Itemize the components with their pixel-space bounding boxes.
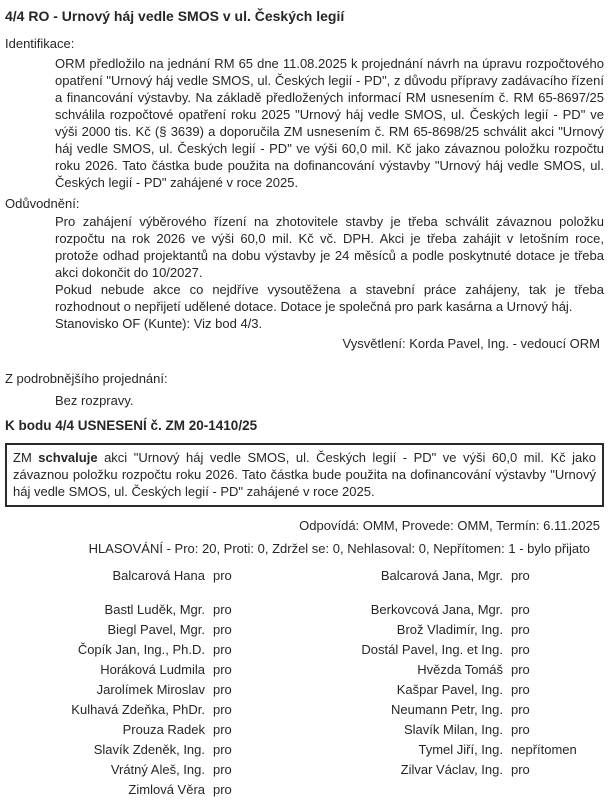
voter-name: Berkovcová Jana, Mgr.	[370, 602, 503, 617]
section-label-oduvodneni: Odůvodnění:	[5, 196, 80, 211]
voter-vote	[503, 780, 606, 800]
resolution-box	[5, 443, 604, 507]
voter-vote: pro	[511, 682, 530, 697]
voter-name: Jarolímek Miroslav	[96, 682, 205, 697]
voter-vote: pro	[213, 782, 232, 797]
voter-vote: pro	[213, 702, 232, 717]
voter-vote: pro	[213, 722, 232, 737]
voter-name: Čopík Jan, Ing., Ph.D.	[77, 642, 205, 657]
voting-table	[5, 566, 606, 800]
voting-summary: HLASOVÁNÍ - Pro: 20, Proti: 0, Zdržel se: 0, Nehlasoval: 0, Nepřítomen: 1 - bylo přijato	[88, 541, 590, 556]
voter-name: Kašpar Pavel, Ing.	[396, 682, 503, 697]
voter-name: Tymel Jiří, Ing.	[418, 742, 503, 757]
voter-name: Vrátný Aleš, Ing.	[110, 762, 205, 777]
voter-vote: nepřítomen	[511, 742, 577, 757]
voter-name: Prouza Radek	[122, 722, 205, 737]
responsibility-line: Odpovídá: OMM, Provede: OMM, Termín: 6.11.2025	[299, 518, 600, 533]
voter-vote: pro	[511, 602, 530, 617]
voter-vote: pro	[511, 568, 530, 583]
voter-name: Slavík Milan, Ing.	[404, 722, 503, 737]
voter-vote: pro	[213, 622, 232, 637]
identification-paragraph: ORM předložilo na jednání RM 65 dne 11.08.2025 k projednání návrh na úpravu rozpočtového opatření "Urnový háj vedle SMOS, ul. Českých legií - PD", z důvodu přípravy zadávacího řízení a financování výstavby. Na základě předložených informací RM usnesením č. RM 65-8697/25 schválila rozpočtové opatření roku 2025 "Urnový háj vedle SMOS, ul. Českých legií - PD" ve výši 2000 tis. Kč (§ 3639) a doporučila ZM usnesením č. RM 65-8698/25 schválit akci "Urnový háj vedle SMOS, ul. Českých legií - PD" ve výši 60,0 mil. Kč jako závaznou položku rozpočtu roku 2026. Tato částka bude použita na dofinancování výstavby "Urnový háj vedle SMOS, ul. Českých legií - PD" zahájené v roce 2025.	[55, 56, 604, 190]
voter-vote: pro	[213, 568, 232, 583]
voter-vote: pro	[511, 722, 530, 737]
resolution-heading: K bodu 4/4 USNESENÍ č. ZM 20-1410/25	[5, 418, 258, 433]
voter-name: Kulhavá Zdeňka, PhDr.	[71, 702, 205, 717]
voter-name: Zilvar Václav, Ing.	[400, 762, 503, 777]
voter-name: Zimlová Věra	[128, 782, 205, 797]
voter-name: Bastl Luděk, Mgr.	[104, 602, 205, 617]
justification-block	[55, 213, 604, 332]
voter-name: Neumann Petr, Ing.	[390, 702, 503, 717]
voter-vote: pro	[213, 602, 232, 617]
justification-paragraph-2: Pokud nebude akce co nejdříve vysoutěžena a stavební práce zahájeny, tak je třeba rozhodnout o nepřijetí udělené dotace. Dotace je společná pro park kasárna a Urnový háj.	[55, 282, 604, 314]
voter-vote: pro	[511, 662, 530, 677]
voter-vote: pro	[213, 742, 232, 757]
section-label-projednani: Z podrobnějšího projednání:	[5, 371, 168, 386]
resolution-verb: schvaluje	[38, 450, 98, 465]
voter-vote: pro	[511, 762, 530, 777]
voter-name: Hvězda Tomáš	[417, 662, 503, 677]
voter-name: Horáková Ludmila	[100, 662, 205, 677]
discussion-text: Bez rozpravy.	[55, 393, 134, 408]
voter-vote: pro	[511, 702, 530, 717]
voter-name: Dostál Pavel, Ing. et Ing.	[361, 642, 503, 657]
voter-vote: pro	[213, 642, 232, 657]
voter-vote: pro	[511, 642, 530, 657]
voter-name: Slavík Zdeněk, Ing.	[93, 742, 205, 757]
justification-paragraph-3: Stanovisko OF (Kunte): Viz bod 4/3.	[55, 316, 263, 331]
voter-vote: pro	[213, 682, 232, 697]
justification-paragraph-1: Pro zahájení výběrového řízení na zhotovitele stavby je třeba schválit závaznou položku rozpočtu na rok 2026 ve výši 60,0 mil. Kč vč. DPH. Akci je třeba zahájit v letošním roce, protože odhad projektantů na dobu výstavby je 24 měsíců a podle poskytnuté dotace je třeba akci dokončit do 10/2027.	[55, 214, 604, 280]
resolution-text: akci "Urnový háj vedle SMOS, ul. Českých legií - PD" ve výši 60,0 mil. Kč jako závaznou položku rozpočtu roku 2026. Tato částka bude použita na dofinancování výstavby "Urnový háj vedle SMOS, ul. Českých legií - PD" zahájené v roce 2025.	[13, 450, 596, 499]
voter-name	[300, 780, 503, 800]
voter-name: Balcarová Hana	[112, 568, 205, 583]
voter-name: Brož Vladimír, Ing.	[396, 622, 503, 637]
voter-vote: pro	[213, 762, 232, 777]
page-title: 4/4 RO - Urnový háj vedle SMOS v ul. Českých legií	[5, 8, 345, 24]
section-label-identifikace: Identifikace:	[5, 36, 75, 51]
voter-vote: pro	[511, 622, 530, 637]
voter-name: Balcarová Jana, Mgr.	[380, 568, 503, 583]
voter-vote: pro	[213, 662, 232, 677]
explanation-line: Vysvětlení: Korda Pavel, Ing. - vedoucí ORM	[342, 336, 600, 351]
voter-name: Biegl Pavel, Mgr.	[107, 622, 205, 637]
resolution-prefix: ZM	[13, 450, 32, 465]
voting-row-spacer	[5, 586, 606, 600]
